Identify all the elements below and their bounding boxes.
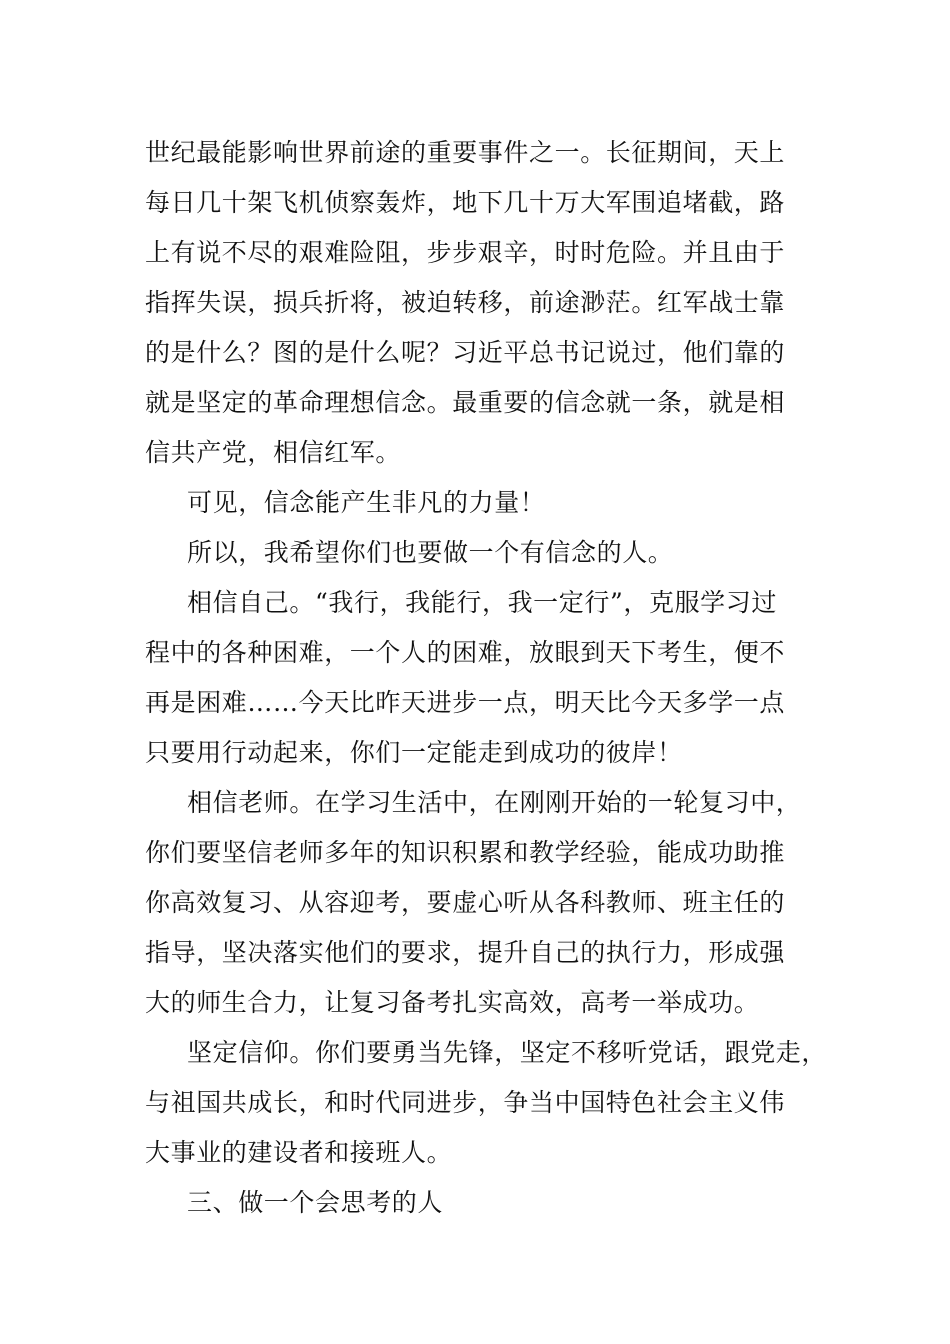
body-text <box>145 128 835 1228</box>
text-line: 每日几十架飞机侦察轰炸，地下几十万大军围追堵截，路 <box>145 188 786 217</box>
paragraph-line: 相信自己。“我行，我能行，我一定行”，克服学习过 <box>187 588 777 617</box>
text-line: 你高效复习、从容迎考，要虚心听从各科教师、班主任的 <box>145 888 786 917</box>
text-line: 信共产党，相信红军。 <box>145 438 402 467</box>
section-heading: 三、做一个会思考的人 <box>187 1188 444 1217</box>
paragraph-line: 可见，信念能产生非凡的力量！ <box>187 488 546 517</box>
text-line: 程中的各种困难，一个人的困难，放眼到天下考生，便不 <box>145 638 786 667</box>
text-line: 你们要坚信老师多年的知识积累和教学经验，能成功助推 <box>145 838 786 867</box>
text-line: 的是什么？图的是什么呢？习近平总书记说过，他们靠的 <box>145 338 786 367</box>
text-line: 大事业的建设者和接班人。 <box>145 1138 453 1167</box>
text-line: 指挥失误，损兵折将，被迫转移，前途渺茫。红军战士靠 <box>145 288 786 317</box>
text-line: 再是困难……今天比昨天进步一点，明天比今天多学一点 <box>145 688 786 717</box>
text-line: 就是坚定的革命理想信念。最重要的信念就一条，就是相 <box>145 388 786 417</box>
text-line: 上有说不尽的艰难险阻，步步艰辛，时时危险。并且由于 <box>145 238 786 267</box>
paragraph-line: 所以，我希望你们也要做一个有信念的人。 <box>187 538 674 567</box>
text-line: 世纪最能影响世界前途的重要事件之一。长征期间，天上 <box>145 138 786 167</box>
paragraph-line: 坚定信仰。你们要勇当先锋，坚定不移听党话，跟党走， <box>187 1038 828 1067</box>
text-line: 大的师生合力，让复习备考扎实高效，高考一举成功。 <box>145 988 760 1017</box>
paragraph-line: 相信老师。在学习生活中，在刚刚开始的一轮复习中， <box>187 788 802 817</box>
text-line: 指导，坚决落实他们的要求，提升自己的执行力，形成强 <box>145 938 786 967</box>
text-line: 只要用行动起来，你们一定能走到成功的彼岸！ <box>145 738 683 767</box>
text-line: 与祖国共成长，和时代同进步，争当中国特色社会主义伟 <box>145 1088 786 1117</box>
